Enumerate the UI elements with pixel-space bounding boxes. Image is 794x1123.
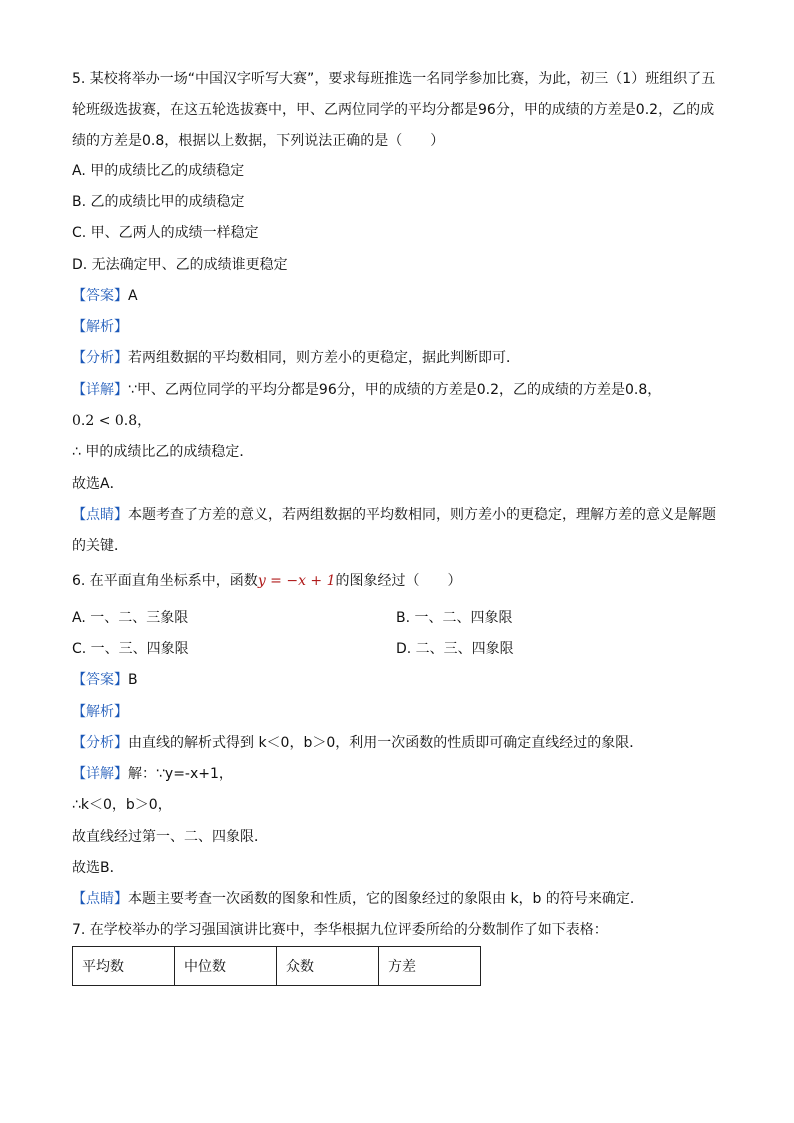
q6-option-a: A. 一、二、三象限 — [72, 610, 189, 626]
q6-stem — [72, 571, 462, 591]
q6-dianjing-line — [72, 889, 644, 909]
answer-tag: 【答案】 — [72, 672, 128, 688]
q6-stem-pre: 6. 在平面直角坐标系中，函数 — [72, 573, 258, 589]
q5-xiangjie-line — [72, 380, 661, 400]
q6-fenxi-line — [72, 733, 643, 753]
q6-conclude: 故直线经过第一、二、四象限． — [72, 829, 268, 845]
q5-answer-line — [72, 286, 138, 306]
q5-fenxi-line — [72, 348, 520, 368]
q7-stem: 7. 在学校举办的学习强国演讲比赛中，李华根据九位评委所给的分数制作了如下表格： — [72, 922, 608, 938]
dianjing-text: 本题考查了方差的意义，若两组数据的平均数相同，则方差小的更稳定，理解方差的意义是解题的关键． — [72, 507, 716, 554]
fenxi-tag: 【分析】 — [72, 735, 128, 751]
q6-formula: y = −x + 1 — [257, 573, 336, 589]
dianjing-tag: 【点睛】 — [72, 507, 128, 523]
q5-stem: 5. 某校将举办一场“中国汉字听写大赛”，要求每班推选一名同学参加比赛，为此，初三（1）班组织了五轮班级选拔赛，在这五轮选拔赛中，甲、乙两位同学的平均分都是96分，甲的成绩的方差是0.2，乙的成绩的方差是0.8，根据以上数据，下列说法正确的是（ ） — [72, 71, 716, 149]
q5-option-a: A. 甲的成绩比乙的成绩稳定 — [72, 163, 245, 179]
answer-tag: 【答案】 — [72, 288, 128, 304]
q6-option-b: B. 一、二、四象限 — [396, 610, 513, 626]
fenxi-text: 由直线的解析式得到 k＜0，b＞0，利用一次函数的性质即可确定直线经过的象限． — [128, 735, 644, 751]
q5-analysis-tag — [72, 317, 128, 337]
table-header-cell: 平均数 — [73, 947, 175, 986]
xiangjie-text: 解：∵y=-x+1， — [128, 766, 233, 782]
q6-answer-line — [72, 670, 138, 690]
q5-dianjing — [72, 500, 722, 562]
xiangjie-text: ∵甲、乙两位同学的平均分都是96分，甲的成绩的方差是0.2，乙的成绩的方差是0.8， — [128, 382, 662, 398]
q6-choose: 故选B． — [72, 860, 124, 876]
q5-conclude: ∴ 甲的成绩比乙的成绩稳定． — [72, 444, 254, 460]
answer-value: A — [128, 288, 138, 304]
dianjing-tag: 【点睛】 — [72, 891, 128, 907]
fenxi-tag: 【分析】 — [72, 350, 128, 366]
q6-option-c: C. 一、三、四象限 — [72, 641, 189, 657]
q6-stem-post: 的图象经过（ ） — [335, 573, 462, 589]
q5-option-b: B. 乙的成绩比甲的成绩稳定 — [72, 194, 245, 210]
analysis-tag: 【解析】 — [72, 704, 128, 720]
table-header-cell: 方差 — [379, 947, 481, 986]
q6-xiangjie-line — [72, 764, 233, 784]
q6-step: ∴k＜0，b＞0， — [72, 797, 172, 813]
q5-option-c: C. 甲、乙两人的成绩一样稳定 — [72, 225, 259, 241]
analysis-tag: 【解析】 — [72, 319, 128, 335]
dianjing-text: 本题主要考查一次函数的图象和性质，它的图象经过的象限由 k，b 的符号来确定． — [128, 891, 644, 907]
xiangjie-tag: 【详解】 — [72, 382, 128, 398]
q6-option-d: D. 二、三、四象限 — [396, 641, 514, 657]
q5-choose: 故选A． — [72, 476, 124, 492]
q5-option-d: D. 无法确定甲、乙的成绩谁更稳定 — [72, 257, 288, 273]
fenxi-text: 若两组数据的平均数相同，则方差小的更稳定，据此判断即可． — [128, 350, 520, 366]
xiangjie-tag: 【详解】 — [72, 766, 128, 782]
q6-analysis-tag — [72, 702, 128, 722]
table-row — [73, 947, 481, 986]
table-header-cell: 众数 — [277, 947, 379, 986]
table-header-cell: 中位数 — [175, 947, 277, 986]
q7-stats-table — [72, 946, 481, 986]
answer-value: B — [128, 672, 138, 688]
q5-compare: 0.2 < 0.8， — [72, 413, 152, 429]
